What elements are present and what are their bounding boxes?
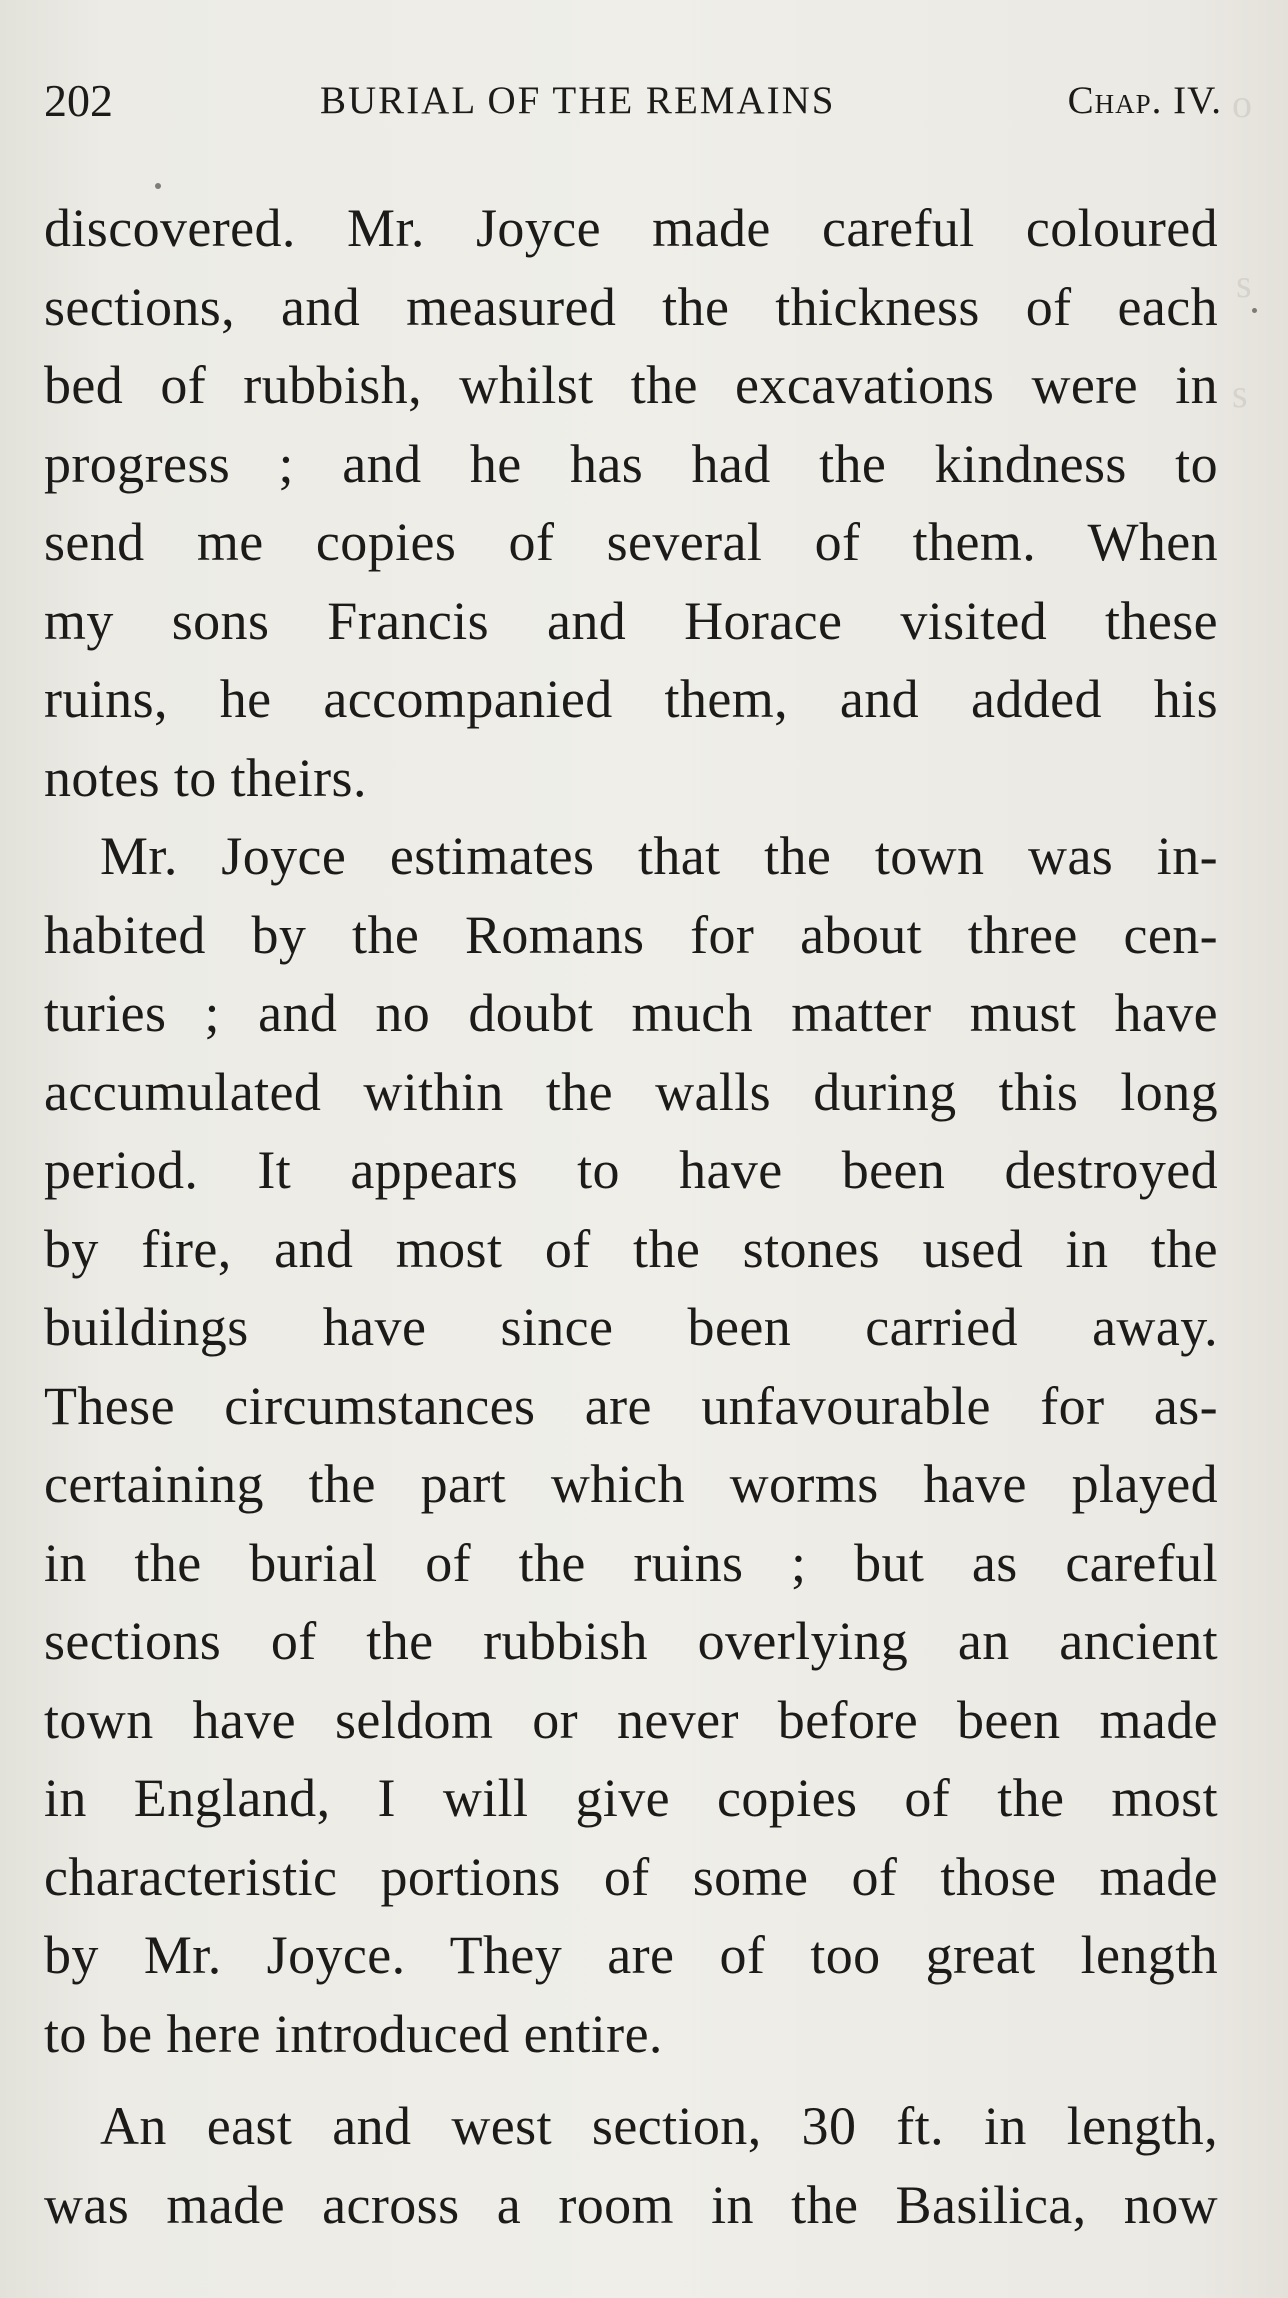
bleed-through-mark: s <box>1236 261 1252 306</box>
text-line: accumulated within the walls during this long <box>44 1061 1218 1122</box>
running-head <box>44 74 1222 134</box>
text-line: by Mr. Joyce. They are of too great length <box>44 1925 1218 1985</box>
text-line: to be here introduced entire. <box>44 2003 663 2064</box>
text-line: notes to theirs. <box>44 747 367 808</box>
text-line: discovered. Mr. Joyce made careful coloured <box>44 198 1218 258</box>
chapter-label: Chap. IV. <box>1067 79 1222 122</box>
paragraph-3 <box>44 2087 1218 2244</box>
paragraph-1 <box>44 189 1218 817</box>
ink-speck <box>1252 308 1257 313</box>
text-line: turies ; and no doubt much matter must have <box>44 983 1218 1043</box>
text-line: period. It appears to have been destroyed <box>44 1140 1218 1200</box>
paragraph-gap <box>44 2073 1218 2087</box>
text-line: by fire, and most of the stones used in the <box>44 1218 1218 1279</box>
text-line: ruins, he accompanied them, and added his <box>44 669 1218 729</box>
text-line: sections of the rubbish overlying an ancient <box>44 1611 1218 1671</box>
text-line: These circumstances are unfavourable for as- <box>44 1375 1218 1436</box>
paragraph-2 <box>44 817 1218 2073</box>
text-line: buildings have since been carried away. <box>44 1297 1218 1357</box>
text-line: characteristic portions of some of those made <box>44 1846 1218 1907</box>
text-line: An east and west section, 30 ft. in length, <box>100 2096 1218 2156</box>
text-line: sections, and measured the thickness of each <box>44 276 1218 337</box>
bleed-through-mark: o <box>1232 81 1252 126</box>
text-line: my sons Francis and Horace visited these <box>44 590 1218 651</box>
text-line: was made across a room in the Basilica, now <box>44 2174 1218 2235</box>
text-line: bed of rubbish, whilst the excavations were in <box>44 355 1218 415</box>
text-line: in England, I will give copies of the most <box>44 1768 1218 1828</box>
body-text <box>44 189 1218 2244</box>
text-line: in the burial of the ruins ; but as careful <box>44 1532 1218 1593</box>
text-line: send me copies of several of them. When <box>44 512 1218 572</box>
text-line: certaining the part which worms have played <box>44 1454 1218 1514</box>
page-number: 202 <box>44 75 113 126</box>
text-line: progress ; and he has had the kindness to <box>44 433 1218 494</box>
bleed-through-mark: s <box>1232 371 1248 416</box>
text-line: Mr. Joyce estimates that the town was in- <box>100 826 1218 886</box>
text-line: town have seldom or never before been made <box>44 1689 1218 1750</box>
text-line: habited by the Romans for about three cen- <box>44 904 1218 965</box>
running-title: BURIAL OF THE REMAINS <box>320 79 836 122</box>
